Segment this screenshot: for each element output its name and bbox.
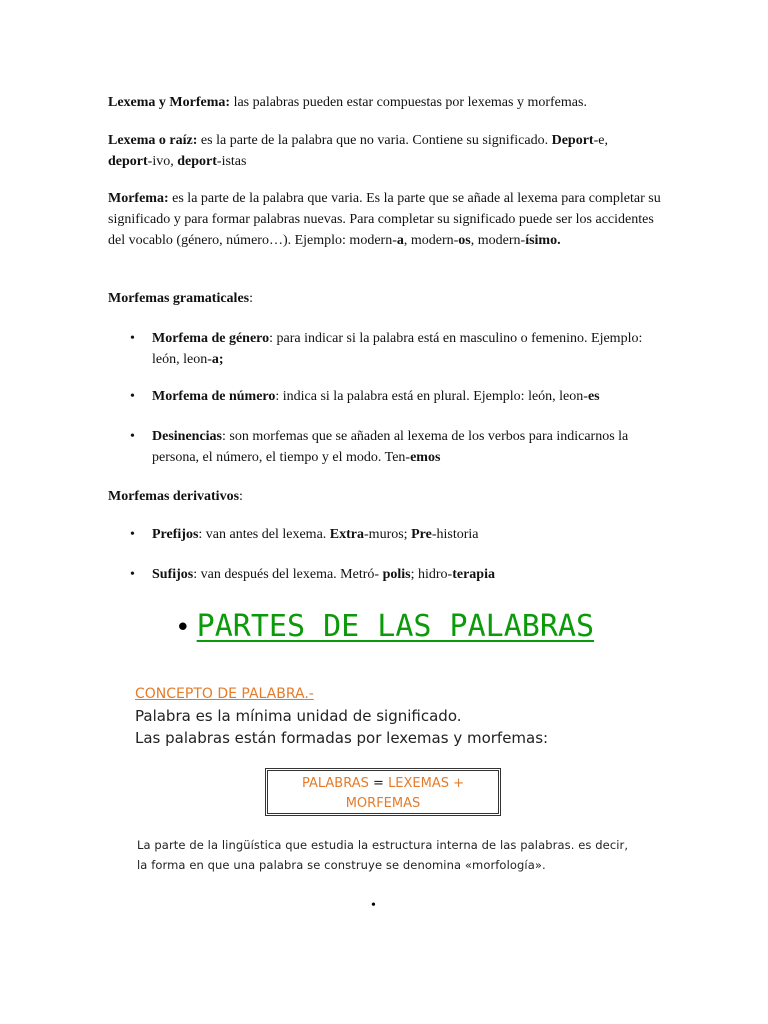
concept-title-text: CONCEPTO DE PALABRA — [135, 686, 305, 702]
description: : son morfemas que se añaden al lexema de los verbos para indicarnos la persona, el número, el tiempo y el modo. Ten- — [152, 429, 629, 465]
example-prefix: Pre — [411, 527, 432, 542]
example-text: -historia — [431, 527, 479, 542]
equation-right: LEXEMAS + — [388, 776, 465, 791]
section-heading-partes — [175, 607, 594, 648]
concept-line-1: Palabra es la mínima unidad de significado. — [135, 707, 462, 725]
definition-text: es la parte de la palabra que no varia. Contiene su significado. — [197, 133, 552, 148]
example-text: ; hidro- — [410, 567, 453, 582]
bullet-icon: • — [175, 613, 191, 643]
paragraph-morfema — [108, 188, 668, 251]
example-ending: a; — [211, 352, 224, 367]
description: : van después del lexema. Metró- — [193, 567, 383, 582]
example-ending: emos — [410, 450, 441, 465]
list-item-text — [152, 426, 652, 468]
equation-left: PALABRAS — [301, 776, 369, 791]
example-suffix: -istas — [216, 154, 247, 169]
example-ending: es — [587, 389, 600, 404]
bullet-icon: • — [130, 331, 135, 346]
example-suffix: -e, — [593, 133, 608, 148]
bullet-icon: • — [371, 898, 376, 913]
term: Sufijos — [152, 567, 194, 582]
list-item-text — [152, 564, 652, 585]
morphology-line-2: la forma en que una palabra se construye se denomina «morfología». — [137, 858, 546, 872]
example-root: Deport — [551, 133, 594, 148]
list-item-text — [152, 386, 652, 407]
example-text: -muros; — [364, 527, 412, 542]
heading-morfemas-derivativos — [108, 486, 668, 507]
example-ending: ísimo. — [525, 233, 561, 248]
term: Morfema de género — [152, 331, 270, 346]
bullet-icon: • — [130, 389, 135, 404]
term-morfema: Morfema: — [108, 191, 169, 206]
equation-line-1 — [268, 774, 498, 794]
bullet-icon: • — [130, 429, 135, 444]
description: : van antes del lexema. — [198, 527, 330, 542]
term: Desinencias — [152, 429, 222, 444]
example-suffix: terapia — [452, 567, 495, 582]
example-suffix: polis — [382, 567, 411, 582]
bullet-icon: • — [130, 527, 135, 542]
term-lexema-raiz: Lexema o raíz: — [108, 133, 198, 148]
heading-text: Morfemas derivativos — [108, 489, 240, 504]
equation-line-2: MORFEMAS — [345, 796, 421, 811]
paragraph-lexema-morfema — [108, 92, 668, 113]
example-suffix: -ivo, — [147, 154, 178, 169]
bullet-icon: • — [130, 567, 135, 582]
heading-morfemas-gramaticales — [108, 288, 668, 309]
paragraph-lexema-raiz — [108, 130, 668, 172]
list-item-text — [152, 524, 652, 545]
example-text: , modern- — [470, 233, 526, 248]
example-root: deport — [108, 154, 148, 169]
term: Prefijos — [152, 527, 199, 542]
description: : indica si la palabra está en plural. Ejemplo: león, leon- — [275, 389, 588, 404]
heading-colon: : — [249, 291, 253, 306]
heading-text: Morfemas gramaticales — [108, 291, 250, 306]
example-text: , modern- — [403, 233, 459, 248]
heading-colon: : — [239, 489, 243, 504]
example-ending: a — [396, 233, 404, 248]
list-item-text — [152, 328, 652, 370]
definition-text: es la parte de la palabra que varia. Es la parte que se añade al lexema para completar su significado y para formar palabras nuevas. Para completar su significado puede ser los accidentes del vocablo (género, número…). Ejemplo: modern- — [108, 191, 661, 248]
description: : para indicar si la palabra está en masculino o femenino. Ejemplo: león, leon- — [152, 331, 643, 367]
equation-sign: = — [373, 776, 384, 791]
term-lexema-y-morfema: Lexema y Morfema: — [108, 95, 231, 110]
concept-title — [135, 686, 314, 702]
example-root: deport — [177, 154, 217, 169]
definition-text: las palabras pueden estar compuestas por lexemas y morfemas. — [230, 95, 587, 110]
concept-line-2: Las palabras están formadas por lexemas y morfemas: — [135, 729, 549, 747]
section-heading-text: PARTES DE LAS PALABRAS — [196, 609, 595, 644]
equation-box — [265, 768, 501, 816]
example-ending: os — [458, 233, 471, 248]
concept-title-suffix: .- — [304, 686, 314, 702]
example-prefix: Extra — [329, 527, 365, 542]
term: Morfema de número — [152, 389, 276, 404]
morphology-line-1: La parte de la lingüística que estudia la estructura interna de las palabras. es decir, — [137, 838, 629, 852]
